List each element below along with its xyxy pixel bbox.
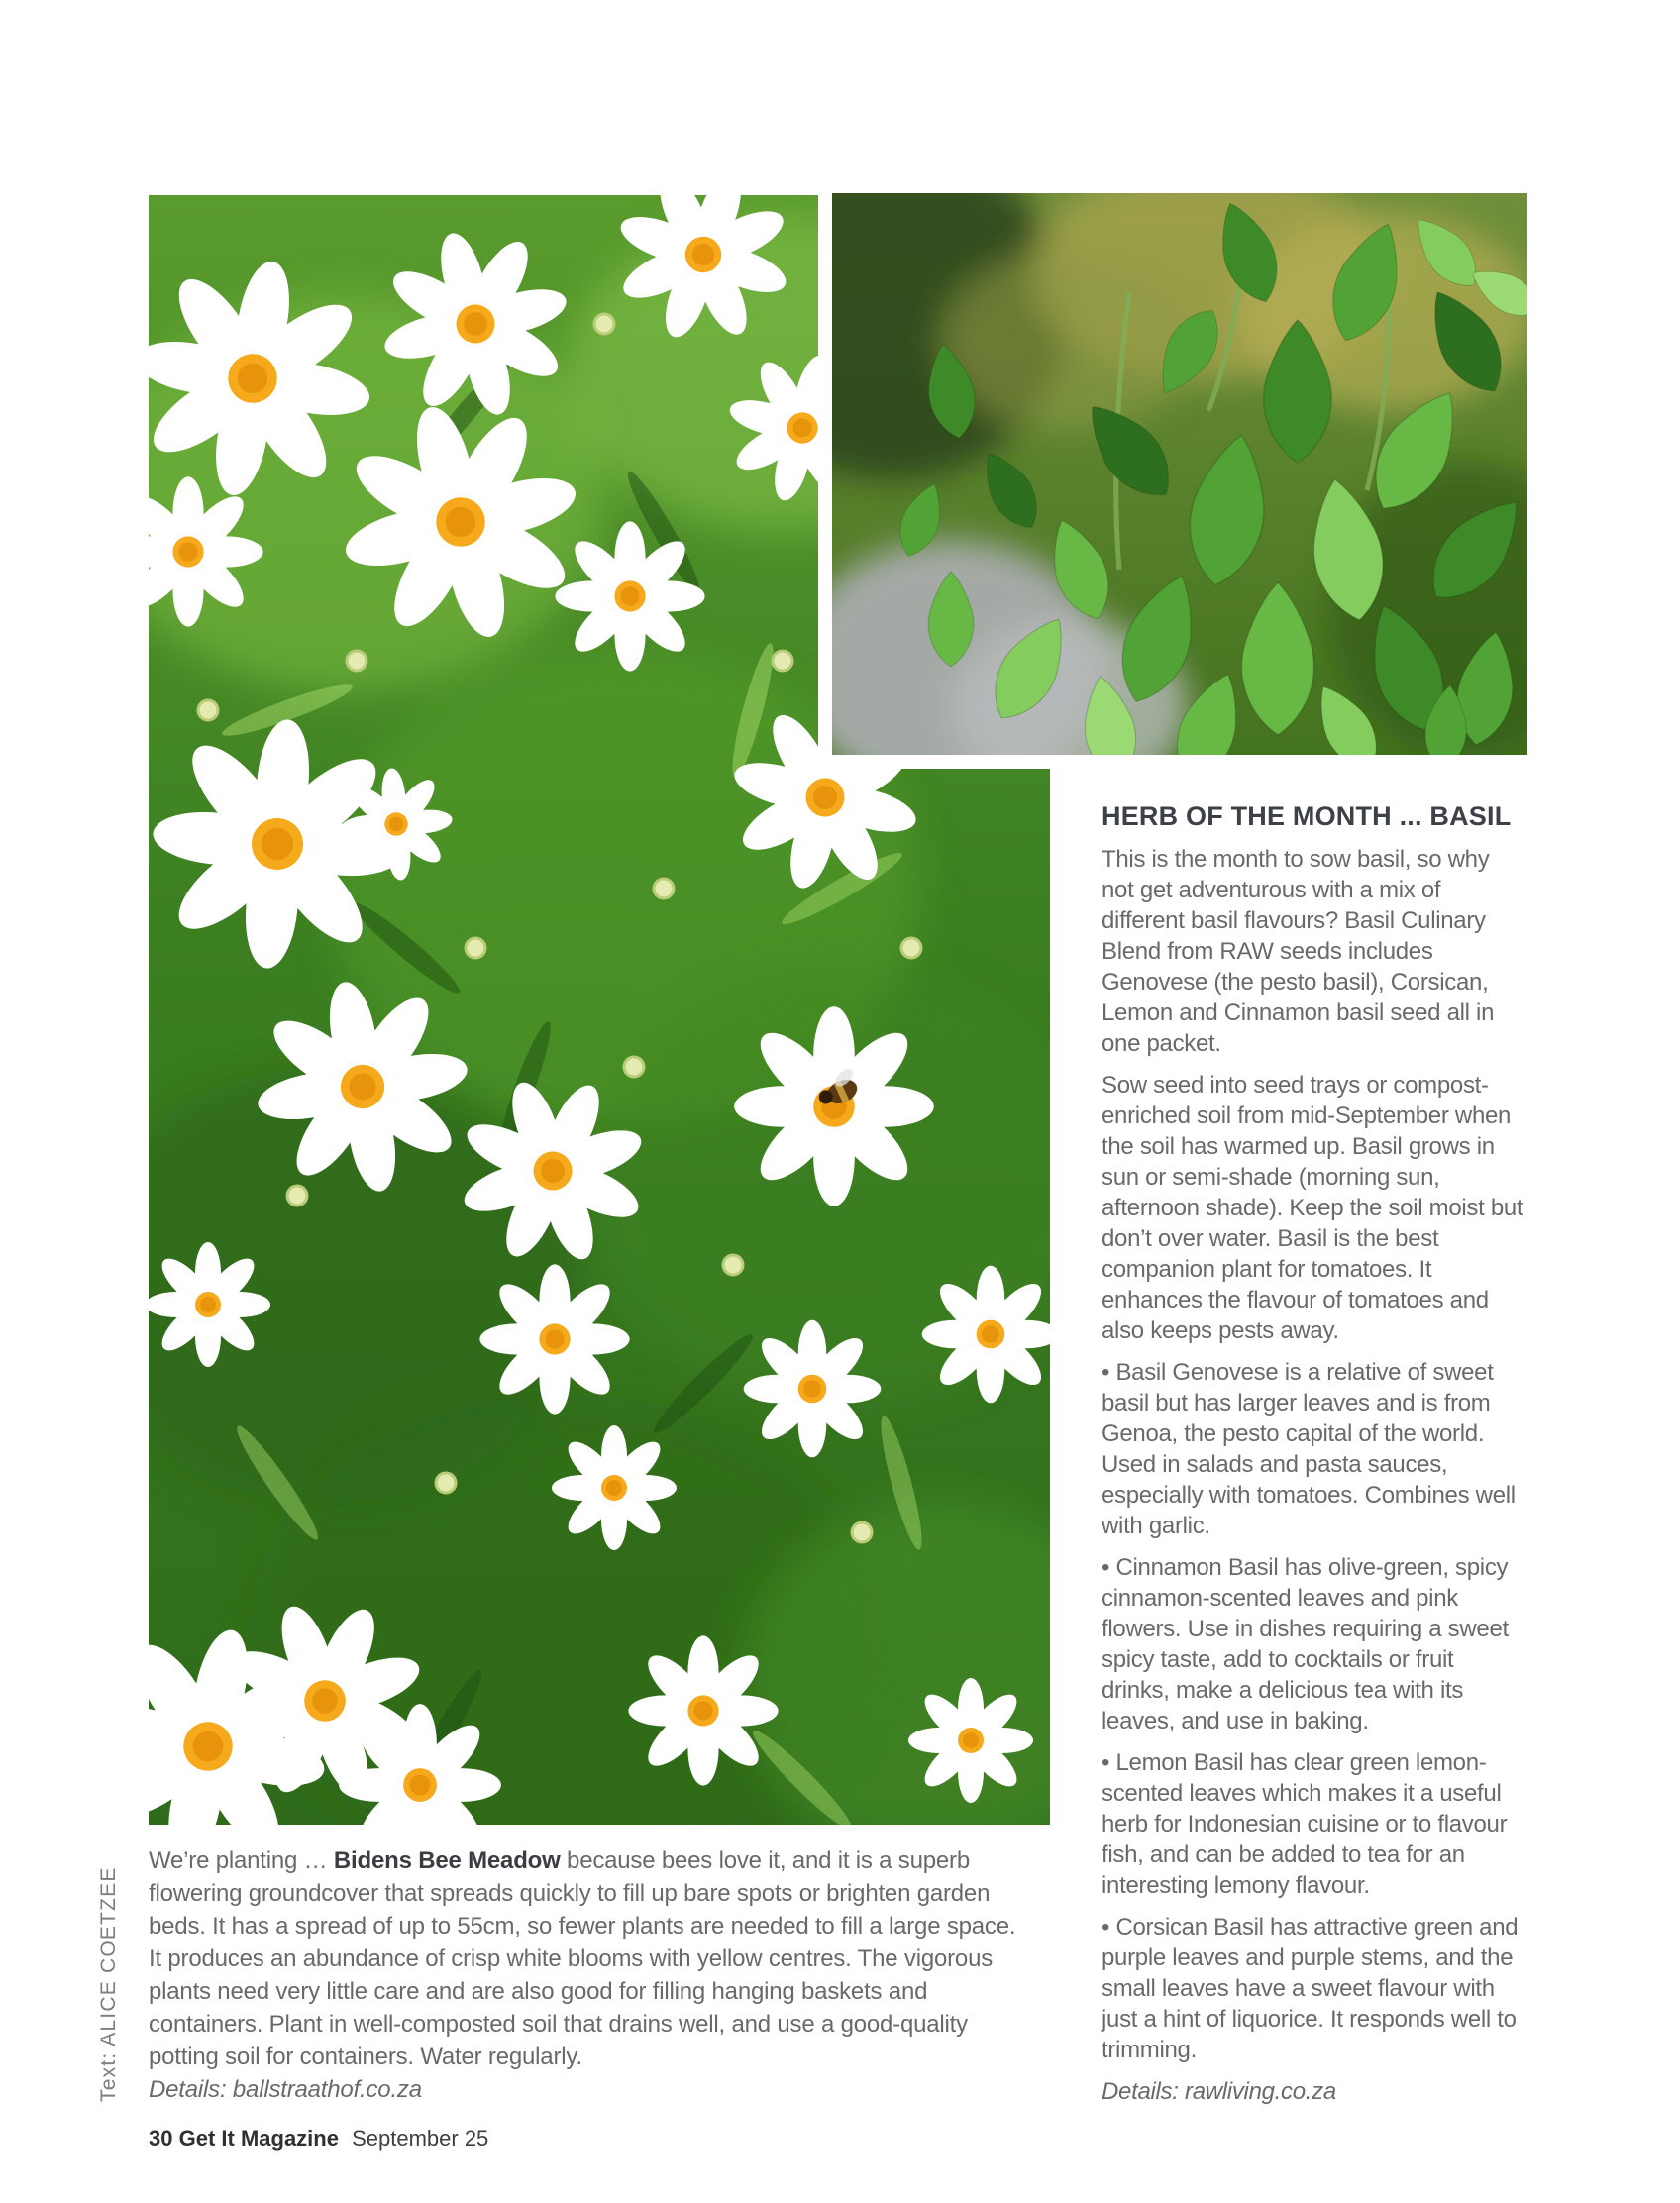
author-credit: Text: ALICE COETZEE	[97, 1866, 120, 2102]
intro-highlight: Bidens Bee Meadow	[333, 1847, 561, 1874]
intro-body: because bees love it, and it is a superb flowering groundcover that spreads quickly to fill up bare spots or brighten garden beds. It has a spread of up to 55cm, so fewer plants are needed to fill a large space. It produces an abundance of crisp white blooms with yellow centres. The vigorous plants need very little care and are also good for filling hanging baskets and containers. Plant in well-composted soil that drains well, and use a good-quality potting soil for containers. Water regularly.	[149, 1847, 1016, 2070]
basil-photo	[832, 193, 1527, 755]
footer-magazine-name: Get It Magazine	[178, 2126, 339, 2151]
basil-illustration	[832, 193, 1527, 755]
herb-bullet-corsican: • Corsican Basil has attractive green and purple leaves and purple stems, and the small leaves have a sweet flavour with just a hint of liquorice. It responds well to trimming.	[1102, 1914, 1519, 2063]
intro-paragraph	[149, 1844, 1032, 2073]
basil-photo-frame	[818, 193, 1527, 769]
herb-bullet-lemon: • Lemon Basil has clear green lemon-scented leaves which makes it a useful herb for Indonesian cuisine or to flavour fish, and can be added to tea for an interesting lemony flavour.	[1102, 1749, 1508, 1899]
intro-details-line: Details: ballstraathof.co.za	[149, 2076, 422, 2103]
footer-issue: September 25	[352, 2126, 489, 2151]
herb-bullet-genovese: • Basil Genovese is a relative of sweet basil but has larger leaves and is from Genoa, the pesto capital of the world. Used in salads and pasta sauces, especially with tomatoes. Combines well with garlic.	[1102, 1359, 1516, 1539]
herb-paragraph-intro: This is the month to sow basil, so why not get adventurous with a mix of different basil flavours? Basil Culinary Blend from RAW seeds includes Genovese (the pesto basil), Corsican, Lemon and Cinnamon basil seed all in one packet.	[1102, 846, 1495, 1057]
bidens-intro	[149, 1844, 1032, 2106]
footer-page-number: 30	[149, 2126, 173, 2151]
intro-lead: We’re planting …	[149, 1847, 334, 1874]
page-footer	[149, 2126, 488, 2151]
herb-details-line: Details: rawliving.co.za	[1102, 2078, 1336, 2105]
herb-of-the-month-article	[1102, 800, 1523, 2118]
herb-heading: HERB OF THE MONTH ... BASIL	[1102, 801, 1512, 831]
herb-bullet-cinnamon: • Cinnamon Basil has olive-green, spicy cinnamon-scented leaves and pink flowers. Use in dishes requiring a sweet spicy taste, add to cocktails or fruit drinks, make a delicious tea with its leaves, and use in baking.	[1102, 1554, 1509, 1734]
herb-paragraph-sowing: Sow seed into seed trays or compost-enriched soil from mid-September when the soil has warmed up. Basil grows in sun or semi-shade (morning sun, afternoon shade). Keep the soil moist but don’t over water. Basil is the best companion plant for tomatoes. It enhances the flavour of tomatoes and also keeps pests away.	[1102, 1072, 1523, 1344]
